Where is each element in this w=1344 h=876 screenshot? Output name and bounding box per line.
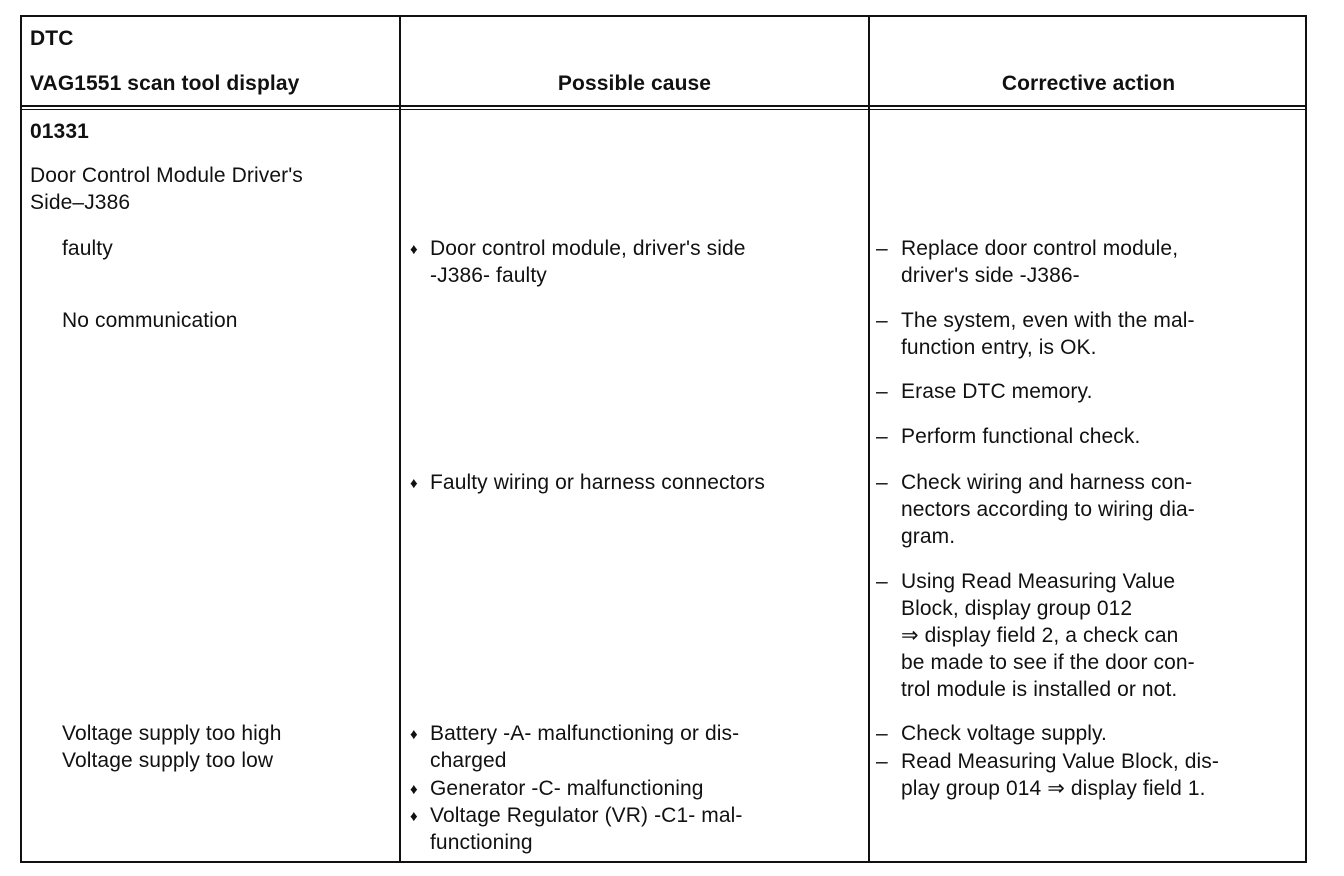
action-text: Read Measuring Value Block, dis-	[901, 750, 1219, 773]
dash: –	[876, 380, 888, 403]
action-text: trol module is installed or not.	[901, 678, 1178, 701]
cause-text: -J386- faulty	[430, 264, 547, 287]
dash: –	[876, 309, 888, 332]
action-text: function entry, is OK.	[901, 336, 1097, 359]
dash: –	[876, 471, 888, 494]
bullet: ♦	[410, 808, 418, 825]
action-text: Using Read Measuring Value	[901, 570, 1176, 593]
cause-text: Generator -C- malfunctioning	[430, 777, 704, 800]
cause-text: Battery -A- malfunctioning or dis-	[430, 722, 740, 745]
display-voltage-high: Voltage supply too high	[62, 722, 282, 745]
action-text: Block, display group 012	[901, 597, 1133, 620]
dash: –	[876, 425, 888, 448]
header-divider	[22, 105, 1305, 107]
action-text: ⇒ display field 2, a check can	[901, 624, 1179, 647]
column-divider	[399, 17, 401, 861]
display-no-communication: No communication	[62, 309, 238, 332]
action-text: Replace door control module,	[901, 237, 1179, 260]
dash: –	[876, 237, 888, 260]
action-text: nectors according to wiring dia-	[901, 498, 1195, 521]
display-faulty: faulty	[62, 237, 113, 260]
action-text: The system, even with the mal-	[901, 309, 1195, 332]
action-text: driver's side -J386-	[901, 264, 1080, 287]
bullet: ♦	[410, 726, 418, 743]
bullet: ♦	[410, 781, 418, 798]
dtc-name: Side–J386	[30, 191, 131, 214]
action-text: Perform functional check.	[901, 425, 1141, 448]
header-dtc-label: DTC	[30, 27, 74, 50]
dtc-table	[20, 15, 1307, 863]
cause-text: functioning	[430, 831, 533, 854]
cause-text: Door control module, driver's side	[430, 237, 746, 260]
action-text: Check wiring and harness con-	[901, 471, 1193, 494]
bullet: ♦	[410, 475, 418, 492]
display-voltage-low: Voltage supply too low	[62, 749, 274, 772]
dtc-code: 01331	[30, 120, 89, 143]
action-text: gram.	[901, 525, 956, 548]
dtc-name: Door Control Module Driver's	[30, 164, 303, 187]
cause-text: charged	[430, 749, 507, 772]
header-possible-cause: Possible cause	[557, 72, 712, 95]
header-scan-tool-label: VAG1551 scan tool display	[30, 72, 300, 95]
action-text: Erase DTC memory.	[901, 380, 1093, 403]
action-text: Check voltage supply.	[901, 722, 1107, 745]
header-divider	[22, 109, 1305, 110]
dash: –	[876, 722, 888, 745]
cause-text: Voltage Regulator (VR) -C1- mal-	[430, 804, 743, 827]
cause-text: Faulty wiring or harness connectors	[430, 471, 765, 494]
dash: –	[876, 570, 888, 593]
column-divider	[868, 17, 870, 861]
bullet: ♦	[410, 241, 418, 258]
header-corrective-action: Corrective action	[1001, 72, 1176, 95]
action-text: play group 014 ⇒ display field 1.	[901, 777, 1206, 800]
action-text: be made to see if the door con-	[901, 651, 1195, 674]
dash: –	[876, 750, 888, 773]
